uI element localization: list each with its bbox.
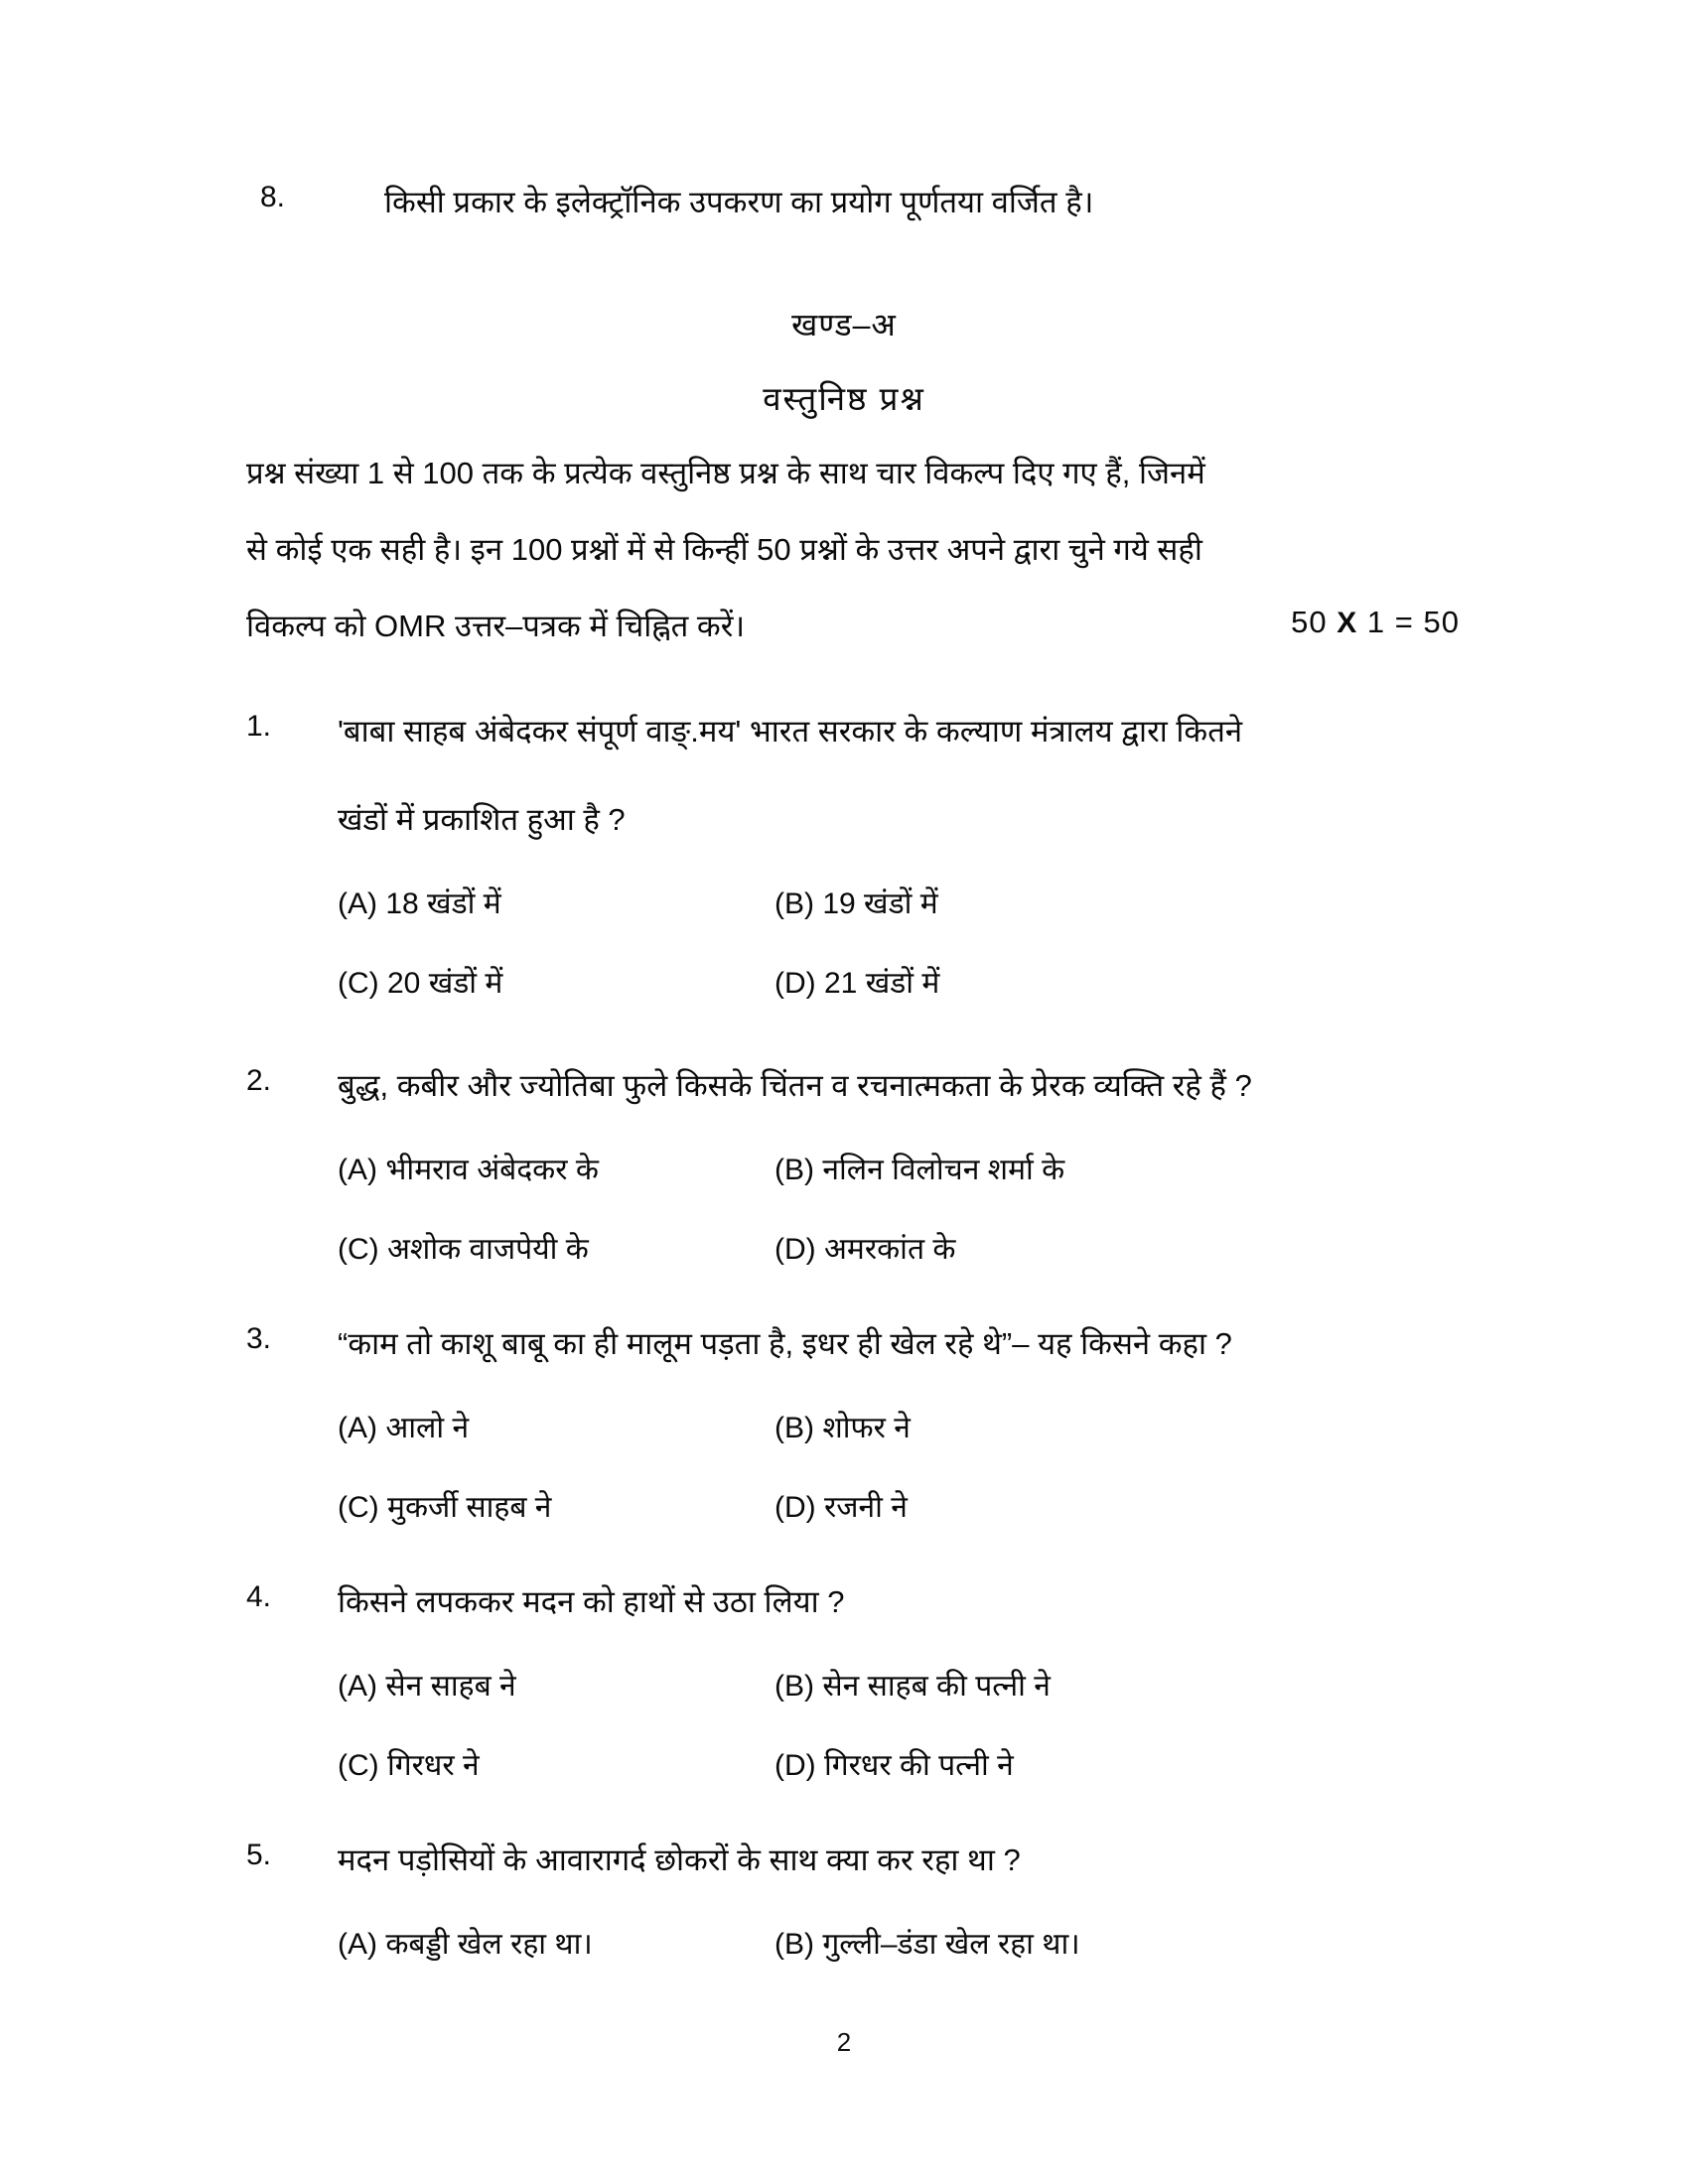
question-1-option-d[interactable] xyxy=(774,961,1470,1002)
question-2-option-a[interactable] xyxy=(338,1148,774,1188)
question-1-option-row-2 xyxy=(338,961,1463,1002)
question-1-option-b-text: 19 खंडों में xyxy=(822,887,938,920)
question-1-option-a-label: (A) xyxy=(338,887,377,920)
instructions-line-1: प्रश्न संख्या 1 से 100 तक के प्रत्येक वस्तुनिष्ठ प्रश्न के साथ चार विकल्प दिए गए हैं, जिनमें xyxy=(246,456,1205,490)
question-2-number: 2. xyxy=(246,1064,272,1097)
section-heading: खण्ड–अ xyxy=(791,307,897,342)
question-3-option-row-2 xyxy=(338,1485,1463,1526)
question-4-option-b-label: (B) xyxy=(774,1670,814,1703)
marks-total: 50 xyxy=(1423,605,1460,639)
question-4-options xyxy=(338,1664,1463,1784)
question-2-option-d-label: (D) xyxy=(774,1233,816,1266)
page-number: 2 xyxy=(836,2027,852,2057)
question-4-option-c[interactable] xyxy=(338,1743,774,1784)
question-1-option-a[interactable] xyxy=(338,882,774,922)
question-2-option-c[interactable] xyxy=(338,1227,774,1268)
question-3-option-a[interactable] xyxy=(338,1406,774,1446)
question-4-option-row-1 xyxy=(338,1664,1463,1705)
question-3-option-d[interactable] xyxy=(774,1485,1470,1526)
question-3-option-d-label: (D) xyxy=(774,1491,816,1524)
question-4-text-line-1: किसने लपककर मदन को हाथों से उठा लिया ? xyxy=(338,1584,845,1619)
question-3-option-b[interactable] xyxy=(774,1406,1470,1446)
question-4-option-c-label: (C) xyxy=(338,1749,379,1782)
question-3-option-b-text: शोफर ने xyxy=(822,1412,911,1444)
question-1-option-c-text: 20 खंडों में xyxy=(387,967,503,1000)
question-3-option-b-label: (B) xyxy=(774,1412,814,1444)
question-1-option-b[interactable] xyxy=(774,882,1470,922)
question-2-heading xyxy=(246,1064,1463,1106)
question-1-option-a-text: 18 खंडों में xyxy=(385,887,501,920)
question-3-text-line-1: “काम तो काशू बाबू का ही मालूम पड़ता है, इधर ही खेल रहे थे”– यह किसने कहा ? xyxy=(338,1326,1232,1361)
question-2-option-d[interactable] xyxy=(774,1227,1470,1268)
question-4-option-d-text: गिरधर की पत्नी ने xyxy=(824,1749,1014,1782)
marks-multiply-symbol: X xyxy=(1336,607,1358,639)
question-3-option-c[interactable] xyxy=(338,1485,774,1526)
question-1 xyxy=(246,710,1463,1040)
question-2-options xyxy=(338,1148,1463,1268)
question-1-text-line-2: खंडों में प्रकाशित हुआ है ? xyxy=(338,802,626,837)
question-4-option-a-text: सेन साहब ने xyxy=(385,1670,516,1703)
question-4-option-d-label: (D) xyxy=(774,1749,816,1782)
question-4-option-a-label: (A) xyxy=(338,1670,377,1703)
question-4-option-c-text: गिरधर ने xyxy=(387,1749,480,1782)
question-4-option-a[interactable] xyxy=(338,1664,774,1705)
question-4-option-d[interactable] xyxy=(774,1743,1470,1784)
question-5-option-b-text: गुल्ली–डंडा खेल रहा था। xyxy=(822,1928,1080,1961)
question-2-option-b-label: (B) xyxy=(774,1154,814,1186)
question-2-option-row-1 xyxy=(338,1148,1463,1188)
question-1-option-d-text: 21 खंडों में xyxy=(824,967,940,1000)
question-2-option-b-text: नलिन विलोचन शर्मा के xyxy=(822,1154,1065,1186)
instructions-line-3-text: विकल्प को OMR उत्तर–पत्रक में चिह्नित करें। xyxy=(246,609,746,643)
question-2-option-a-text: भीमराव अंबेदकर के xyxy=(385,1154,599,1186)
question-2-option-row-2 xyxy=(338,1227,1463,1268)
question-3-options xyxy=(338,1406,1463,1526)
question-2-option-a-label: (A) xyxy=(338,1154,377,1186)
question-4 xyxy=(246,1580,1463,1823)
marks-questions-count: 50 xyxy=(1291,605,1328,639)
question-3 xyxy=(246,1322,1463,1565)
question-5-text-line-1: मदन पड़ोसियों के आवारागर्द छोकरों के साथ क्या कर रहा था ? xyxy=(338,1843,1021,1877)
question-1-text-line-1: 'बाबा साहब अंबेदकर संपूर्ण वाङ्.मय' भारत सरकार के कल्याण मंत्रालय द्वारा कितने xyxy=(338,714,1243,749)
question-1-option-b-label: (B) xyxy=(774,887,814,920)
marks-equals-symbol: = xyxy=(1394,605,1414,639)
question-5 xyxy=(246,1839,1463,2001)
marks-per-question: 1 xyxy=(1366,605,1386,639)
instruction-item-number: 8. xyxy=(260,181,286,213)
question-2-option-b[interactable] xyxy=(774,1148,1470,1188)
question-5-heading xyxy=(246,1839,1463,1880)
instructions-paragraph xyxy=(246,452,1460,681)
question-1-option-c[interactable] xyxy=(338,961,774,1002)
question-3-number: 3. xyxy=(246,1322,272,1355)
question-5-option-row-1 xyxy=(338,1922,1463,1963)
instruction-item-text: किसी प्रकार के इलेक्ट्रॉनिक उपकरण का प्रयोग पूर्णतया वर्जित है। xyxy=(384,185,1094,219)
question-2-text-line-1: बुद्ध, कबीर और ज्योतिबा फुले किसके चिंतन व रचनात्मकता के प्रेरक व्यक्ति रहे हैं ? xyxy=(338,1068,1252,1103)
question-5-option-a-text: कबड्डी खेल रहा था। xyxy=(385,1928,593,1961)
question-4-option-b[interactable] xyxy=(774,1664,1470,1705)
question-5-option-a[interactable] xyxy=(338,1922,774,1963)
question-5-option-b-label: (B) xyxy=(774,1928,814,1961)
question-2 xyxy=(246,1064,1463,1306)
question-2-option-d-text: अमरकांत के xyxy=(824,1233,956,1266)
question-3-option-c-text: मुकर्जी साहब ने xyxy=(387,1491,552,1524)
instruction-item-8 xyxy=(260,181,1452,222)
marks-allocation xyxy=(1291,605,1460,640)
question-1-option-row-1 xyxy=(338,882,1463,922)
question-4-option-b-text: सेन साहब की पत्नी ने xyxy=(822,1670,1051,1703)
question-3-option-d-text: रजनी ने xyxy=(824,1491,908,1524)
question-3-option-c-label: (C) xyxy=(338,1491,379,1524)
question-4-number: 4. xyxy=(246,1580,272,1613)
question-3-heading xyxy=(246,1322,1463,1364)
objective-questions-heading: वस्तुनिष्ठ प्रश्न xyxy=(763,380,925,417)
question-5-options xyxy=(338,1922,1463,1963)
question-1-number: 1. xyxy=(246,710,272,743)
question-1-options xyxy=(338,882,1463,1002)
question-4-heading xyxy=(246,1580,1463,1622)
question-1-option-d-label: (D) xyxy=(774,967,816,1000)
question-5-option-a-label: (A) xyxy=(338,1928,377,1961)
question-3-option-a-text: आलो ने xyxy=(385,1412,470,1444)
question-2-option-c-label: (C) xyxy=(338,1233,379,1266)
question-5-number: 5. xyxy=(246,1839,272,1871)
instructions-line-2: से कोई एक सही है। इन 100 प्रश्नों में से किन्हीं 50 प्रश्नों के उत्तर अपने द्वारा चुने गये सही xyxy=(246,532,1202,567)
question-5-option-b[interactable] xyxy=(774,1922,1470,1963)
question-3-option-row-1 xyxy=(338,1406,1463,1446)
question-3-option-a-label: (A) xyxy=(338,1412,377,1444)
question-1-option-c-label: (C) xyxy=(338,967,379,1000)
question-1-heading xyxy=(246,710,1463,751)
question-4-option-row-2 xyxy=(338,1743,1463,1784)
instructions-line-3 xyxy=(246,605,1460,681)
question-2-option-c-text: अशोक वाजपेयी के xyxy=(387,1233,589,1266)
